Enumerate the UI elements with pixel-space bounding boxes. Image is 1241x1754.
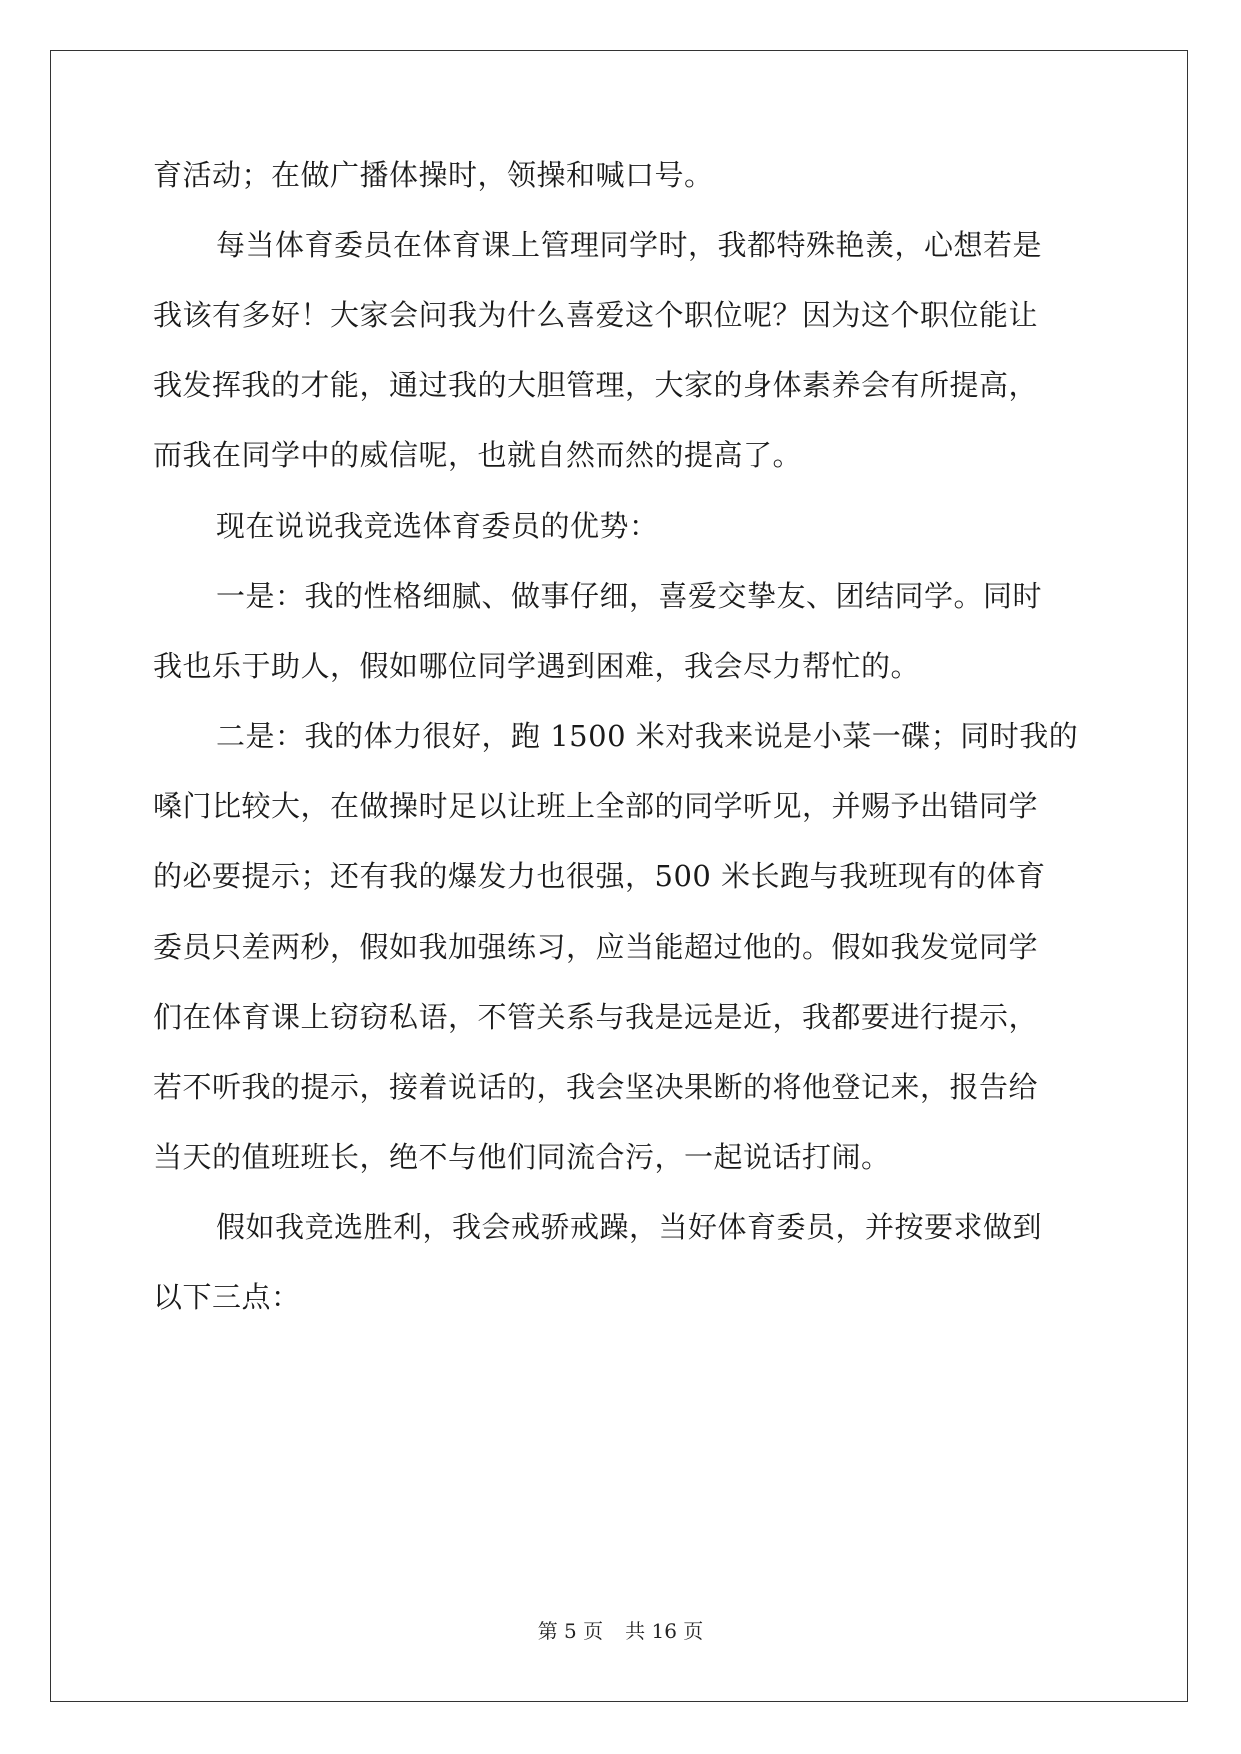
body-line: 一是：我的性格细腻、做事仔细，喜爱交挚友、团结同学。同时 [216, 579, 1043, 613]
body-line: 而我在同学中的威信呢，也就自然而然的提高了。 [153, 438, 803, 472]
body-line: 当天的值班班长，绝不与他们同流合污，一起说话打闹。 [153, 1140, 891, 1174]
body-line: 我该有多好！大家会问我为什么喜爱这个职位呢？因为这个职位能让 [153, 298, 1039, 332]
body-line: 嗓门比较大，在做操时足以让班上全部的同学听见，并赐予出错同学 [153, 789, 1039, 823]
body-line: 若不听我的提示，接着说话的，我会坚决果断的将他登记来，报告给 [153, 1070, 1039, 1104]
body-line: 二是：我的体力很好，跑 1500 米对我来说是小菜一碟；同时我的 [216, 719, 1079, 753]
body-line: 现在说说我竞选体育委员的优势： [216, 509, 659, 543]
body-line: 每当体育委员在体育课上管理同学时，我都特殊艳羡，心想若是 [216, 228, 1043, 262]
body-line: 我也乐于助人，假如哪位同学遇到困难，我会尽力帮忙的。 [153, 649, 921, 683]
page-number: 第 5 页 [537, 1619, 604, 1643]
page-footer [0, 1618, 1241, 1644]
body-line: 我发挥我的才能，通过我的大胆管理，大家的身体素养会有所提高， [153, 368, 1039, 402]
body-line: 以下三点： [153, 1280, 301, 1314]
body-line: 的必要提示；还有我的爆发力也很强，500 米长跑与我班现有的体育 [153, 859, 1046, 893]
body-line: 委员只差两秒，假如我加强练习，应当能超过他的。假如我发觉同学 [153, 930, 1039, 964]
body-line: 们在体育课上窃窃私语，不管关系与我是远是近，我都要进行提示， [153, 1000, 1039, 1034]
body-line: 育活动；在做广播体操时，领操和喊口号。 [153, 158, 714, 192]
page-total: 共 16 页 [625, 1619, 704, 1643]
body-line: 假如我竞选胜利，我会戒骄戒躁，当好体育委员，并按要求做到 [216, 1210, 1043, 1244]
